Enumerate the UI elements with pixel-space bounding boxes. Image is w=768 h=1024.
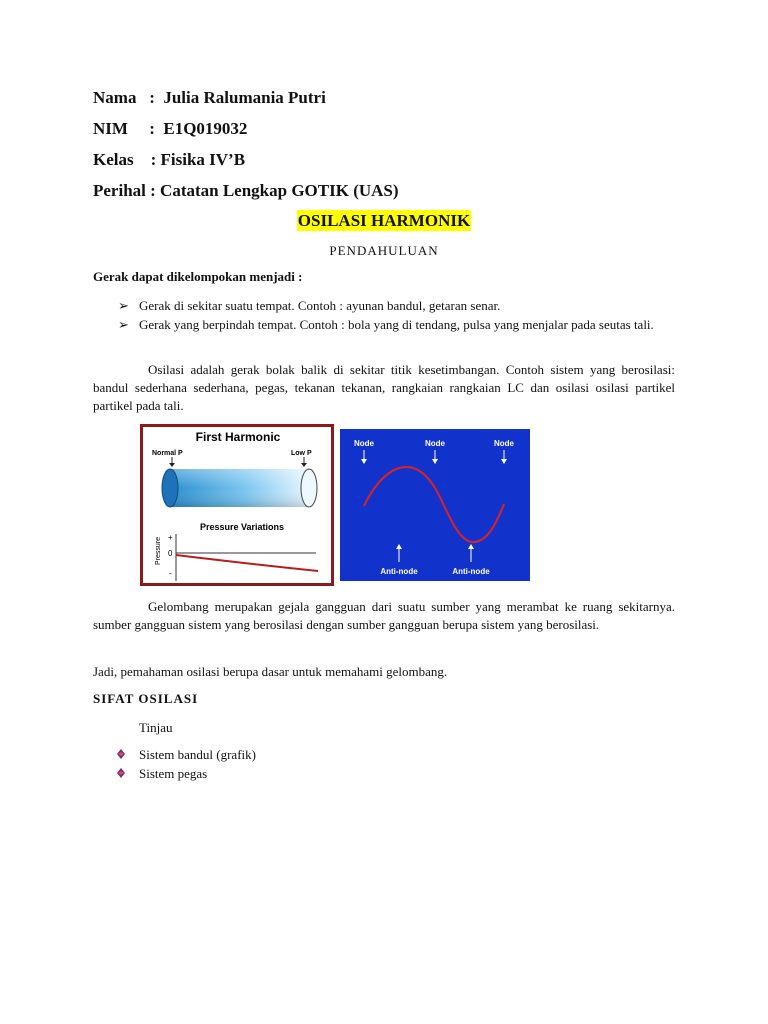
paragraph-jadi: Jadi, pemahaman osilasi berupa dasar untuk memahami gelombang. — [93, 664, 448, 679]
node-label-2: Node — [425, 439, 445, 448]
tick-minus: - — [169, 569, 172, 578]
bullet-item-1: Gerak di sekitar suatu tempat. Contoh : ayunan bandul, getaran senar. — [139, 298, 501, 313]
bullet-icon — [116, 749, 126, 759]
bullet-icon — [116, 768, 126, 778]
paragraph-osilasi: Osilasi adalah gerak bolak balik di sekitar titik kesetimbangan. Contoh sistem yang berosilasi: bandul sederhana sederhana, pegas, tekanan tekanan, rangkaian rangkaian LC dan osilasi osilasi partikel partikel pada tali. — [93, 362, 675, 413]
arrow-bullet-icon: ➢ — [118, 298, 129, 313]
node-label-1: Node — [354, 439, 374, 448]
section-heading-sifat: SIFAT OSILASI — [93, 691, 199, 706]
pressure-title: Pressure Variations — [199, 522, 285, 532]
list-item-pegas: Sistem pegas — [139, 766, 208, 781]
intro-text: Gerak dapat dikelompokan menjadi : — [93, 269, 303, 284]
antinode-label-1: Anti-node — [380, 567, 418, 576]
tube-right-end — [301, 469, 317, 507]
antinode-label-2: Anti-node — [452, 567, 490, 576]
nim-line: NIM : E1Q019032 — [93, 119, 248, 138]
pressure-axis-label: Pressure — [155, 536, 162, 565]
list-item-bandul: Sistem bandul (grafik) — [139, 747, 256, 762]
bullet-item-2: Gerak yang berpindah tempat. Contoh : bola yang di tendang, pulsa yang menjalar pada seutas tali. — [139, 317, 654, 332]
low-p-label: Low P — [291, 450, 312, 457]
tick-zero: 0 — [168, 549, 173, 558]
paragraph-gelombang: Gelombang merupakan gejala gangguan dari suatu sumber yang merambat ke ruang sekitarnya. sumber gangguan sistem yang berosilasi dengan sumber gangguan berupa sistem yang berosilasi. — [93, 599, 675, 632]
subject-line: Perihal : Catatan Lengkap GOTIK (UAS) — [93, 181, 399, 200]
first-harmonic-figure — [140, 424, 334, 586]
arrow-bullet-icon: ➢ — [118, 317, 129, 332]
standing-wave-figure — [337, 426, 533, 584]
class-line: Kelas : Fisika IV’B — [93, 150, 246, 169]
tinjau-text: Tinjau — [139, 720, 173, 735]
document-title: OSILASI HARMONIK — [297, 211, 471, 230]
tube-left-end — [162, 469, 178, 507]
title-wrap — [0, 210, 768, 231]
name-line: Nama : Julia Ralumania Putri — [93, 88, 326, 107]
node-label-3: Node — [494, 439, 514, 448]
normal-p-label: Normal P — [152, 450, 183, 457]
figure-title: First Harmonic — [195, 430, 281, 444]
tick-plus: + — [168, 533, 173, 542]
section-heading-pendahuluan: PENDAHULUAN — [329, 243, 439, 258]
